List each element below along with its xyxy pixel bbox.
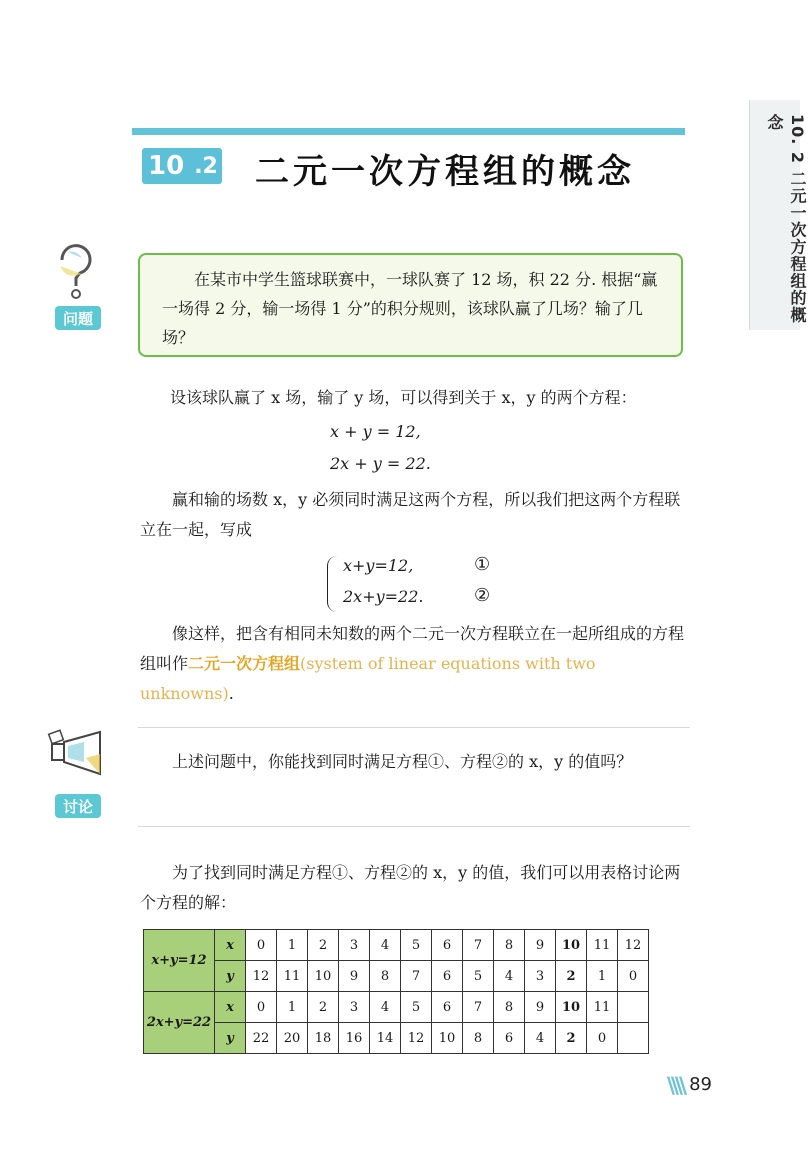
table-cell: 4 bbox=[494, 961, 525, 992]
table-row-eq1-y bbox=[144, 961, 649, 992]
table-cell: 12 bbox=[246, 961, 277, 992]
table-cell: 6 bbox=[432, 992, 463, 1023]
table-cell: 16 bbox=[339, 1023, 370, 1054]
table-cell: 8 bbox=[370, 961, 401, 992]
table-cell: 11 bbox=[277, 961, 308, 992]
table-cell: 6 bbox=[432, 930, 463, 961]
table-cell: 5 bbox=[401, 992, 432, 1023]
table-cell-solution: 2 bbox=[556, 1023, 587, 1054]
definition-term-english: (system of linear equations with two unknowns) bbox=[140, 654, 596, 703]
table-cell-solution: 2 bbox=[556, 961, 587, 992]
table-cell: 22 bbox=[246, 1023, 277, 1054]
table-cell: 10 bbox=[308, 961, 339, 992]
table-cell: 10 bbox=[432, 1023, 463, 1054]
equation-mark-2: ② bbox=[474, 585, 491, 606]
table-cell: 2 bbox=[308, 930, 339, 961]
table-cell: 4 bbox=[525, 1023, 556, 1054]
section-number-box bbox=[142, 148, 222, 184]
question-mark-icon bbox=[52, 240, 100, 302]
table-cell: 1 bbox=[277, 992, 308, 1023]
paragraph-setup: 设该球队赢了 x 场，输了 y 场，可以得到关于 x，y 的两个方程： bbox=[170, 388, 637, 407]
definition-text: 像这样，把含有相同未知数的两个二元一次方程联立在一起所组成的方程组叫作 bbox=[140, 624, 685, 673]
divider-bottom bbox=[138, 826, 690, 827]
table-cell: 6 bbox=[494, 1023, 525, 1054]
table-cell: 6 bbox=[432, 961, 463, 992]
table-cell bbox=[618, 1023, 649, 1054]
table-cell: 3 bbox=[525, 961, 556, 992]
table-cell: 12 bbox=[618, 930, 649, 961]
table-cell: 1 bbox=[587, 961, 618, 992]
solution-table bbox=[143, 929, 649, 1054]
definition-term: 二元一次方程组 bbox=[188, 654, 301, 673]
divider-top bbox=[138, 727, 690, 728]
problem-box bbox=[138, 253, 683, 357]
megaphone-icon bbox=[44, 728, 108, 780]
section-number: 10 bbox=[148, 151, 185, 181]
system-equation-2: 2x+y=22. bbox=[343, 587, 424, 606]
definition-paragraph bbox=[140, 619, 692, 709]
system-equation-1: x+y=12, bbox=[343, 556, 414, 575]
table-cell: 8 bbox=[494, 992, 525, 1023]
chapter-side-tab bbox=[749, 100, 807, 330]
problem-text: 在某市中学生篮球联赛中，一球队赛了 12 场，积 22 分. 根据“赢一场得 2 分，输一场得 1 分”的积分规则，该球队赢了几场？输了几场？ bbox=[162, 270, 658, 347]
table-cell: 12 bbox=[401, 1023, 432, 1054]
table-cell: 7 bbox=[463, 992, 494, 1023]
page-title: 二元一次方程组的概念 bbox=[255, 152, 635, 192]
discussion-badge: 讨论 bbox=[55, 794, 101, 818]
paragraph-combine: 赢和输的场数 x，y 必须同时满足这两个方程，所以我们把这两个方程联立在一起，写成 bbox=[140, 490, 681, 539]
system-brace bbox=[327, 556, 338, 612]
definition-end: . bbox=[228, 684, 234, 703]
table-cell: 8 bbox=[494, 930, 525, 961]
table-cell: 14 bbox=[370, 1023, 401, 1054]
table-var-x: x bbox=[215, 930, 246, 961]
table-cell: 1 bbox=[277, 930, 308, 961]
page-mark-icon: \\\\ bbox=[666, 1074, 683, 1099]
table-row-eq2-x bbox=[144, 992, 649, 1023]
page-number: 89 bbox=[689, 1074, 712, 1095]
equation-mark-1: ① bbox=[474, 554, 491, 575]
table-cell: 3 bbox=[339, 930, 370, 961]
table-cell: 0 bbox=[246, 930, 277, 961]
table-cell-solution: 10 bbox=[556, 930, 587, 961]
table-cell: 3 bbox=[339, 992, 370, 1023]
table-cell: 20 bbox=[277, 1023, 308, 1054]
problem-badge: 问题 bbox=[55, 306, 101, 330]
table-row-eq2-y bbox=[144, 1023, 649, 1054]
table-cell bbox=[618, 992, 649, 1023]
section-subnumber: .2 bbox=[194, 153, 218, 179]
table-cell: 5 bbox=[463, 961, 494, 992]
discussion-text: 上述问题中，你能找到同时满足方程①、方程②的 x，y 的值吗？ bbox=[172, 752, 633, 771]
table-cell: 4 bbox=[370, 992, 401, 1023]
table-var-x: x bbox=[215, 992, 246, 1023]
equation-1: x + y = 12, bbox=[330, 422, 421, 441]
paragraph-table-intro: 为了找到同时满足方程①、方程②的 x，y 的值，我们可以用表格讨论两个方程的解： bbox=[140, 863, 681, 912]
table-cell: 11 bbox=[587, 930, 618, 961]
table-cell: 0 bbox=[618, 961, 649, 992]
table-cell: 9 bbox=[525, 930, 556, 961]
table-cell: 7 bbox=[463, 930, 494, 961]
table-cell: 9 bbox=[525, 992, 556, 1023]
table-cell: 8 bbox=[463, 1023, 494, 1054]
table-label-eq2: 2x+y=22 bbox=[144, 992, 215, 1054]
table-cell: 5 bbox=[401, 930, 432, 961]
title-rule bbox=[132, 128, 685, 135]
table-cell: 0 bbox=[587, 1023, 618, 1054]
table-cell: 18 bbox=[308, 1023, 339, 1054]
table-row-eq1-x bbox=[144, 930, 649, 961]
table-var-y: y bbox=[215, 961, 246, 992]
table-cell: 9 bbox=[339, 961, 370, 992]
table-label-eq1: x+y=12 bbox=[144, 930, 215, 992]
table-var-y: y bbox=[215, 1023, 246, 1054]
side-tab-label: 10. 2 二元一次方程组的概念 bbox=[765, 114, 807, 324]
table-cell: 11 bbox=[587, 992, 618, 1023]
equation-2: 2x + y = 22. bbox=[330, 454, 431, 473]
table-cell-solution: 10 bbox=[556, 992, 587, 1023]
table-cell: 4 bbox=[370, 930, 401, 961]
table-cell: 2 bbox=[308, 992, 339, 1023]
table-cell: 0 bbox=[246, 992, 277, 1023]
table-cell: 7 bbox=[401, 961, 432, 992]
